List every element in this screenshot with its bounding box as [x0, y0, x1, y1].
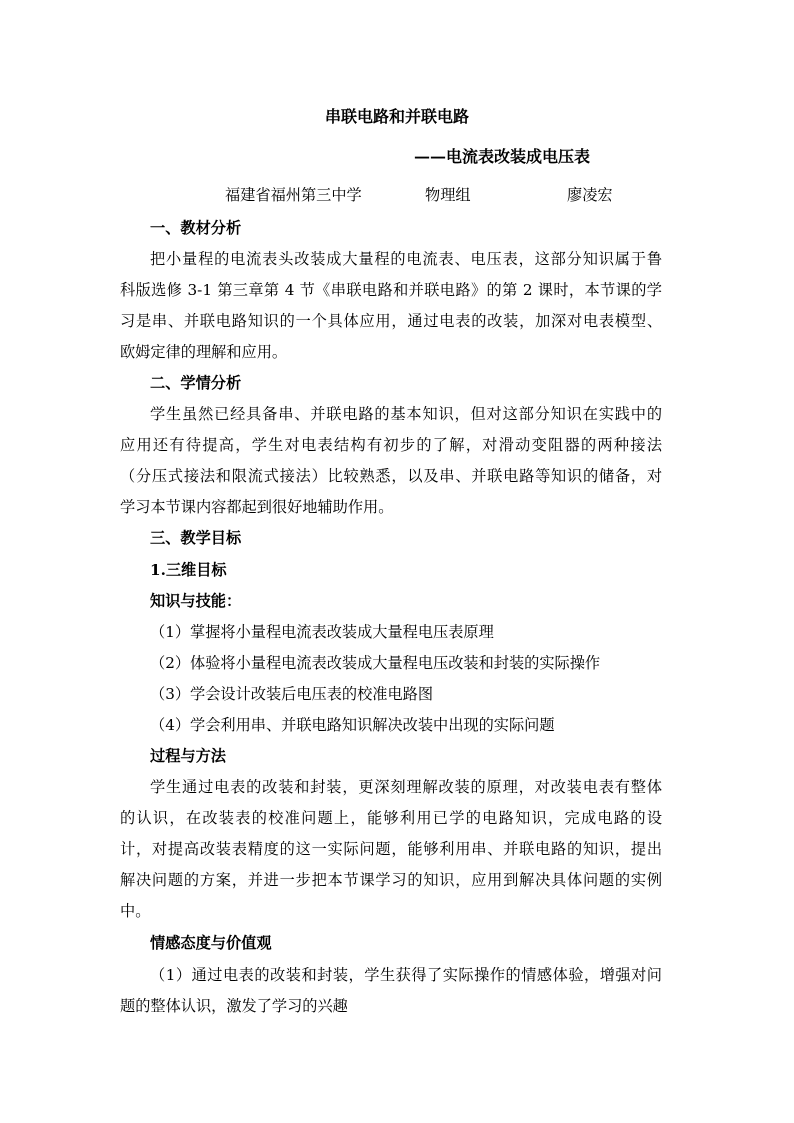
paragraph-line: 题的整体认识，激发了学习的兴趣	[120, 997, 348, 1015]
paragraph-line: 把小量程的电流表头改装成大量程的电流表、电压表，这部分知识属于鲁	[150, 250, 662, 268]
subheading-process-methods: 过程与方法	[150, 747, 226, 765]
paragraph-line: 学生通过电表的改装和封装，更深刻理解改装的原理，对改装电表有整体	[150, 778, 662, 796]
author-school: 福建省福州第三中学	[225, 186, 362, 204]
document-subtitle: ——电流表改装成电压表	[414, 147, 591, 166]
paragraph-line: 学生虽然已经具备串、并联电路的基本知识，但对这部分知识在实践中的	[150, 405, 662, 423]
list-item: （2）体验将小量程电流表改装成大量程电压改装和封装的实际操作	[150, 654, 601, 672]
subheading-knowledge-skills: 知识与技能：	[150, 592, 242, 610]
paragraph-line: 解决问题的方案，并进一步把本节课学习的知识，应用到解决具体问题的实例	[120, 871, 662, 889]
paragraph-line: 学习本节课内容都起到很好地辅助作用。	[120, 498, 394, 516]
paragraph-line: 的认识，在改装表的校准问题上，能够利用已学的电路知识，完成电路的设	[120, 809, 662, 827]
section-heading-student-analysis: 二、学情分析	[150, 374, 242, 392]
paragraph-line: 中。	[120, 902, 151, 920]
paragraph-line: 习是串、并联电路知识的一个具体应用，通过电表的改装，加深对电表模型、	[120, 312, 662, 330]
paragraph-line: 欧姆定律的理解和应用。	[120, 343, 288, 361]
author-group: 物理组	[425, 186, 471, 204]
paragraph-line: （分压式接法和限流式接法）比较熟悉，以及串、并联电路等知识的储备，对	[120, 467, 662, 485]
list-item: （3）学会设计改装后电压表的校准电路图	[150, 685, 434, 703]
section-heading-teaching-goals: 三、教学目标	[150, 529, 242, 547]
subheading-three-dimensional-goals: 1.三维目标	[150, 561, 227, 579]
list-item: （1）掌握将小量程电流表改装成大量程电压表原理	[150, 623, 494, 641]
section-heading-textbook-analysis: 一、教材分析	[150, 219, 242, 237]
author-name: 廖凌宏	[567, 186, 613, 204]
paragraph-line: （1）通过电表的改装和封装，学生获得了实际操作的情感体验，增强对问	[150, 966, 662, 984]
paragraph-line: 科版选修 3-1 第三章第 4 节《串联电路和并联电路》的第 2 课时，本节课的学	[120, 281, 662, 299]
paragraph-line: 计，对提高改装表精度的这一实际问题，能够利用串、并联电路的知识，提出	[120, 840, 662, 858]
subheading-emotion-values: 情感态度与价值观	[150, 934, 272, 952]
paragraph-line: 应用还有待提高，学生对电表结构有初步的了解，对滑动变阻器的两种接法	[120, 436, 662, 454]
document-title: 串联电路和并联电路	[324, 107, 469, 126]
list-item: （4）学会利用串、并联电路知识解决改装中出现的实际问题	[150, 716, 555, 734]
